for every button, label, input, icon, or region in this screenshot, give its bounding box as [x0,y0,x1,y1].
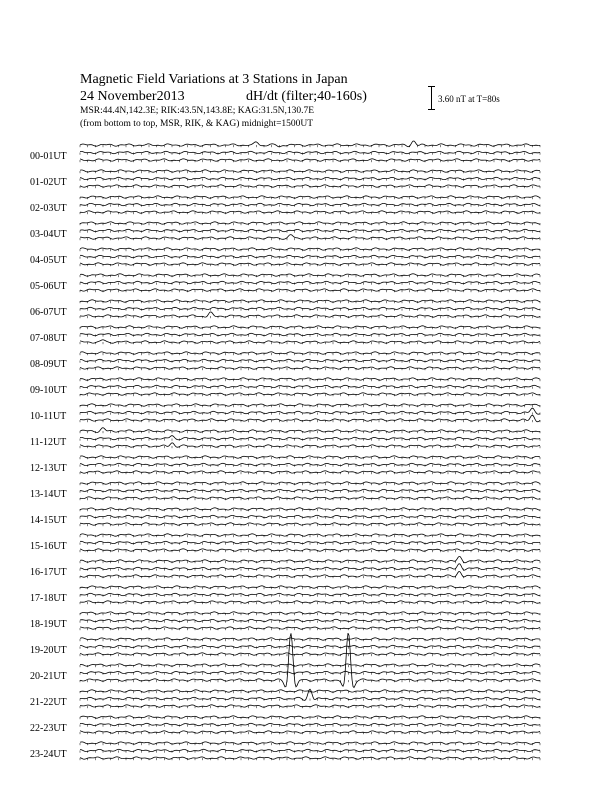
hour-label: 06-07UT [30,307,67,318]
trace-msr [80,633,540,687]
minute-ticks [80,405,540,407]
minute-ticks [80,275,540,277]
minute-ticks [80,639,540,641]
minute-ticks [80,368,540,370]
minute-ticks [80,561,540,563]
hour-label: 20-21UT [30,671,67,682]
minute-ticks [80,316,540,318]
hour-label: 13-14UT [30,489,67,500]
minute-ticks [80,665,540,667]
chart-quantity: dH/dt (filter;40-160s) [246,89,367,104]
minute-ticks [80,680,540,682]
minute-ticks [80,153,540,155]
minute-ticks [80,420,540,422]
minute-ticks [80,212,540,214]
minute-ticks [80,457,540,459]
minute-ticks [80,509,540,511]
minute-ticks [80,205,540,207]
minute-ticks [80,264,540,266]
minute-ticks [80,654,540,656]
hour-label: 18-19UT [30,619,67,630]
hour-label: 17-18UT [30,593,67,604]
minute-ticks [80,491,540,493]
minute-ticks [80,309,540,311]
hour-label: 00-01UT [30,151,67,162]
minute-ticks [80,145,540,147]
hour-label: 03-04UT [30,229,67,240]
minute-ticks [80,465,540,467]
minute-ticks [80,446,540,448]
minute-ticks [80,249,540,251]
hour-label: 16-17UT [30,567,67,578]
minute-ticks [80,613,540,615]
minute-ticks [80,483,540,485]
minute-ticks [80,413,540,415]
hour-label: 05-06UT [30,281,67,292]
minute-ticks [80,587,540,589]
minute-ticks [80,725,540,727]
hour-label: 15-16UT [30,541,67,552]
minute-ticks [80,498,540,500]
minute-ticks [80,569,540,571]
minute-ticks [80,439,540,441]
hour-label: 21-22UT [30,697,67,708]
station-coordinates: MSR:44.4N,142.3E; RIK:43.5N,143.8E; KAG:31.5N,130.7E [80,106,315,116]
hour-label: 12-13UT [30,463,67,474]
chart-date: 24 November2013 [80,89,185,104]
minute-ticks [80,179,540,181]
minute-ticks [80,550,540,552]
minute-ticks [80,758,540,760]
hour-label: 02-03UT [30,203,67,214]
minute-ticks [80,283,540,285]
minute-ticks [80,342,540,344]
minute-ticks [80,186,540,188]
minute-ticks [80,335,540,337]
minute-ticks [80,231,540,233]
minute-ticks [80,517,540,519]
minute-ticks [80,743,540,745]
minute-ticks [80,751,540,753]
hour-label: 19-20UT [30,645,67,656]
minute-ticks [80,160,540,162]
minute-ticks [80,621,540,623]
minute-ticks [80,628,540,630]
station-order-note: (from bottom to top, MSR, RIK, & KAG) midnight=1500UT [80,119,314,129]
minute-ticks [80,431,540,433]
hour-label: 22-23UT [30,723,67,734]
minute-ticks [80,602,540,604]
minute-ticks [80,353,540,355]
minute-ticks [80,327,540,329]
hour-label: 08-09UT [30,359,67,370]
minute-ticks [80,472,540,474]
hour-label: 01-02UT [30,177,67,188]
scale-bar-label: 3.60 nT at T=80s [438,94,500,104]
minute-ticks [80,223,540,225]
minute-ticks [80,535,540,537]
minute-ticks [80,673,540,675]
minute-ticks [80,699,540,701]
minute-ticks [80,379,540,381]
hour-label: 14-15UT [30,515,67,526]
minute-ticks [80,197,540,199]
minute-ticks [80,171,540,173]
hour-label: 09-10UT [30,385,67,396]
minute-ticks [80,394,540,396]
minute-ticks [80,691,540,693]
hour-label: 11-12UT [30,437,67,448]
hour-label: 23-24UT [30,749,67,760]
minute-ticks [80,717,540,719]
minute-ticks [80,301,540,303]
minute-ticks [80,524,540,526]
minute-ticks [80,290,540,292]
minute-ticks [80,257,540,259]
minute-ticks [80,647,540,649]
minute-ticks [80,595,540,597]
minute-ticks [80,732,540,734]
minute-ticks [80,576,540,578]
hour-label: 07-08UT [30,333,67,344]
hour-label: 04-05UT [30,255,67,266]
minute-ticks [80,238,540,240]
chart-title: Magnetic Field Variations at 3 Stations in Japan [80,72,348,87]
minute-ticks [80,706,540,708]
minute-ticks [80,387,540,389]
minute-ticks [80,361,540,363]
minute-ticks [80,543,540,545]
hour-label: 10-11UT [30,411,67,422]
